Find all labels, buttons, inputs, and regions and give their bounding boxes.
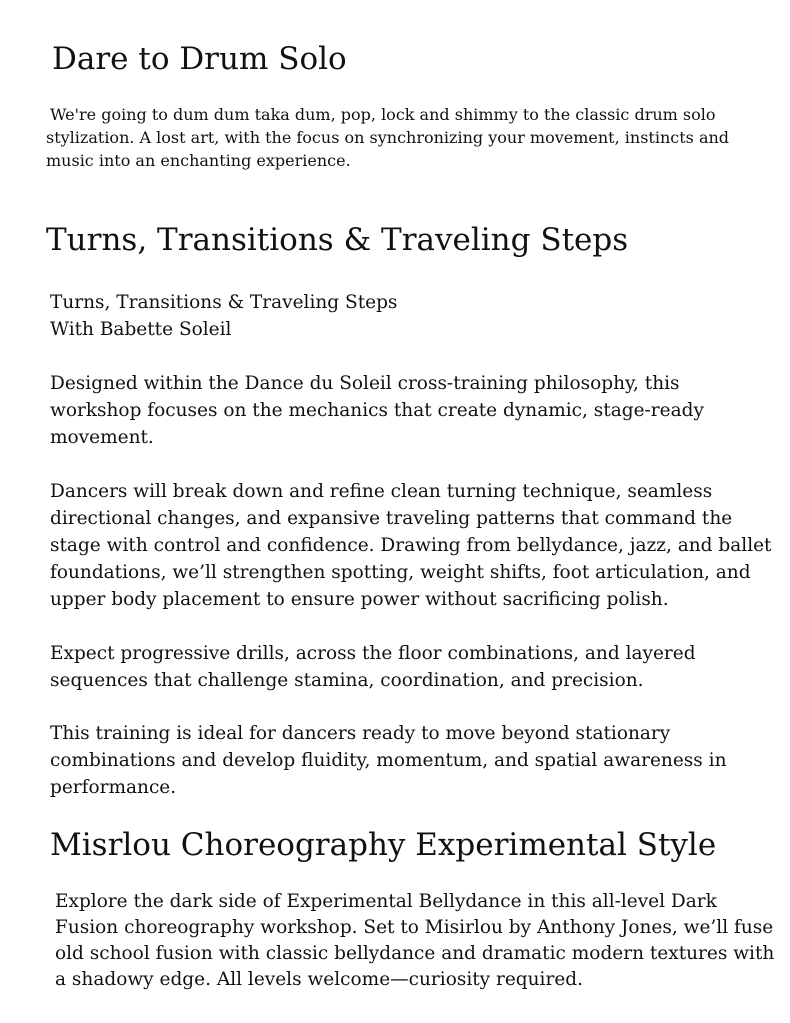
paragraph-drills [50, 640, 696, 694]
text-line: a shadowy edge. All levels welcome—curiosity required. [55, 969, 583, 990]
paragraph-technique [50, 478, 772, 613]
paragraph-ideal-for [50, 720, 726, 801]
paragraph-philosophy [50, 370, 704, 451]
text-line: stylization. A lost art, with the focus on synchronizing your movement, instincts and [46, 128, 730, 147]
section-title-misrlou: Misrlou Choreography Experimental Style [50, 827, 717, 863]
text-line: sequences that challenge stamina, coordination, and precision. [50, 670, 644, 691]
text-line: Turns, Transitions & Traveling Steps [50, 292, 398, 313]
text-line: movement. [50, 427, 154, 448]
text-line: Designed within the Dance du Soleil cross-training philosophy, this [50, 373, 680, 394]
text-line: directional changes, and expansive traveling patterns that command the [50, 508, 733, 529]
text-line: Fusion choreography workshop. Set to Misirlou by Anthony Jones, we’ll fuse [55, 917, 774, 938]
text-line: We're going to dum dum taka dum, pop, lock and shimmy to the classic drum solo [50, 105, 716, 124]
text-line: music into an enchanting experience. [46, 151, 351, 170]
paragraph-intro [50, 289, 397, 343]
text-line: With Babette Soleil [50, 319, 232, 340]
section-title-turns: Turns, Transitions & Traveling Steps [46, 222, 629, 258]
text-line: stage with control and confidence. Drawing from bellydance, jazz, and ballet [50, 535, 772, 556]
text-line: upper body placement to ensure power without sacrificing polish. [50, 589, 669, 610]
text-line: combinations and develop fluidity, momentum, and spatial awareness in [50, 750, 727, 771]
text-line: Explore the dark side of Experimental Bellydance in this all-level Dark [55, 891, 717, 912]
section-body-misrlou [55, 889, 774, 993]
text-line: performance. [50, 777, 177, 798]
text-line: foundations, we’ll strengthen spotting, weight shifts, foot articulation, and [50, 562, 751, 583]
text-line: Expect progressive drills, across the floor combinations, and layered [50, 643, 696, 664]
text-line: This training is ideal for dancers ready to move beyond stationary [50, 723, 671, 744]
section-title-drum-solo: Dare to Drum Solo [52, 41, 347, 77]
section-body-drum-solo [46, 103, 729, 172]
text-line: Dancers will break down and refine clean turning technique, seamless [50, 481, 713, 502]
text-line: workshop focuses on the mechanics that create dynamic, stage-ready [50, 400, 704, 421]
text-line: old school fusion with classic bellydance and dramatic modern textures with [55, 943, 775, 964]
